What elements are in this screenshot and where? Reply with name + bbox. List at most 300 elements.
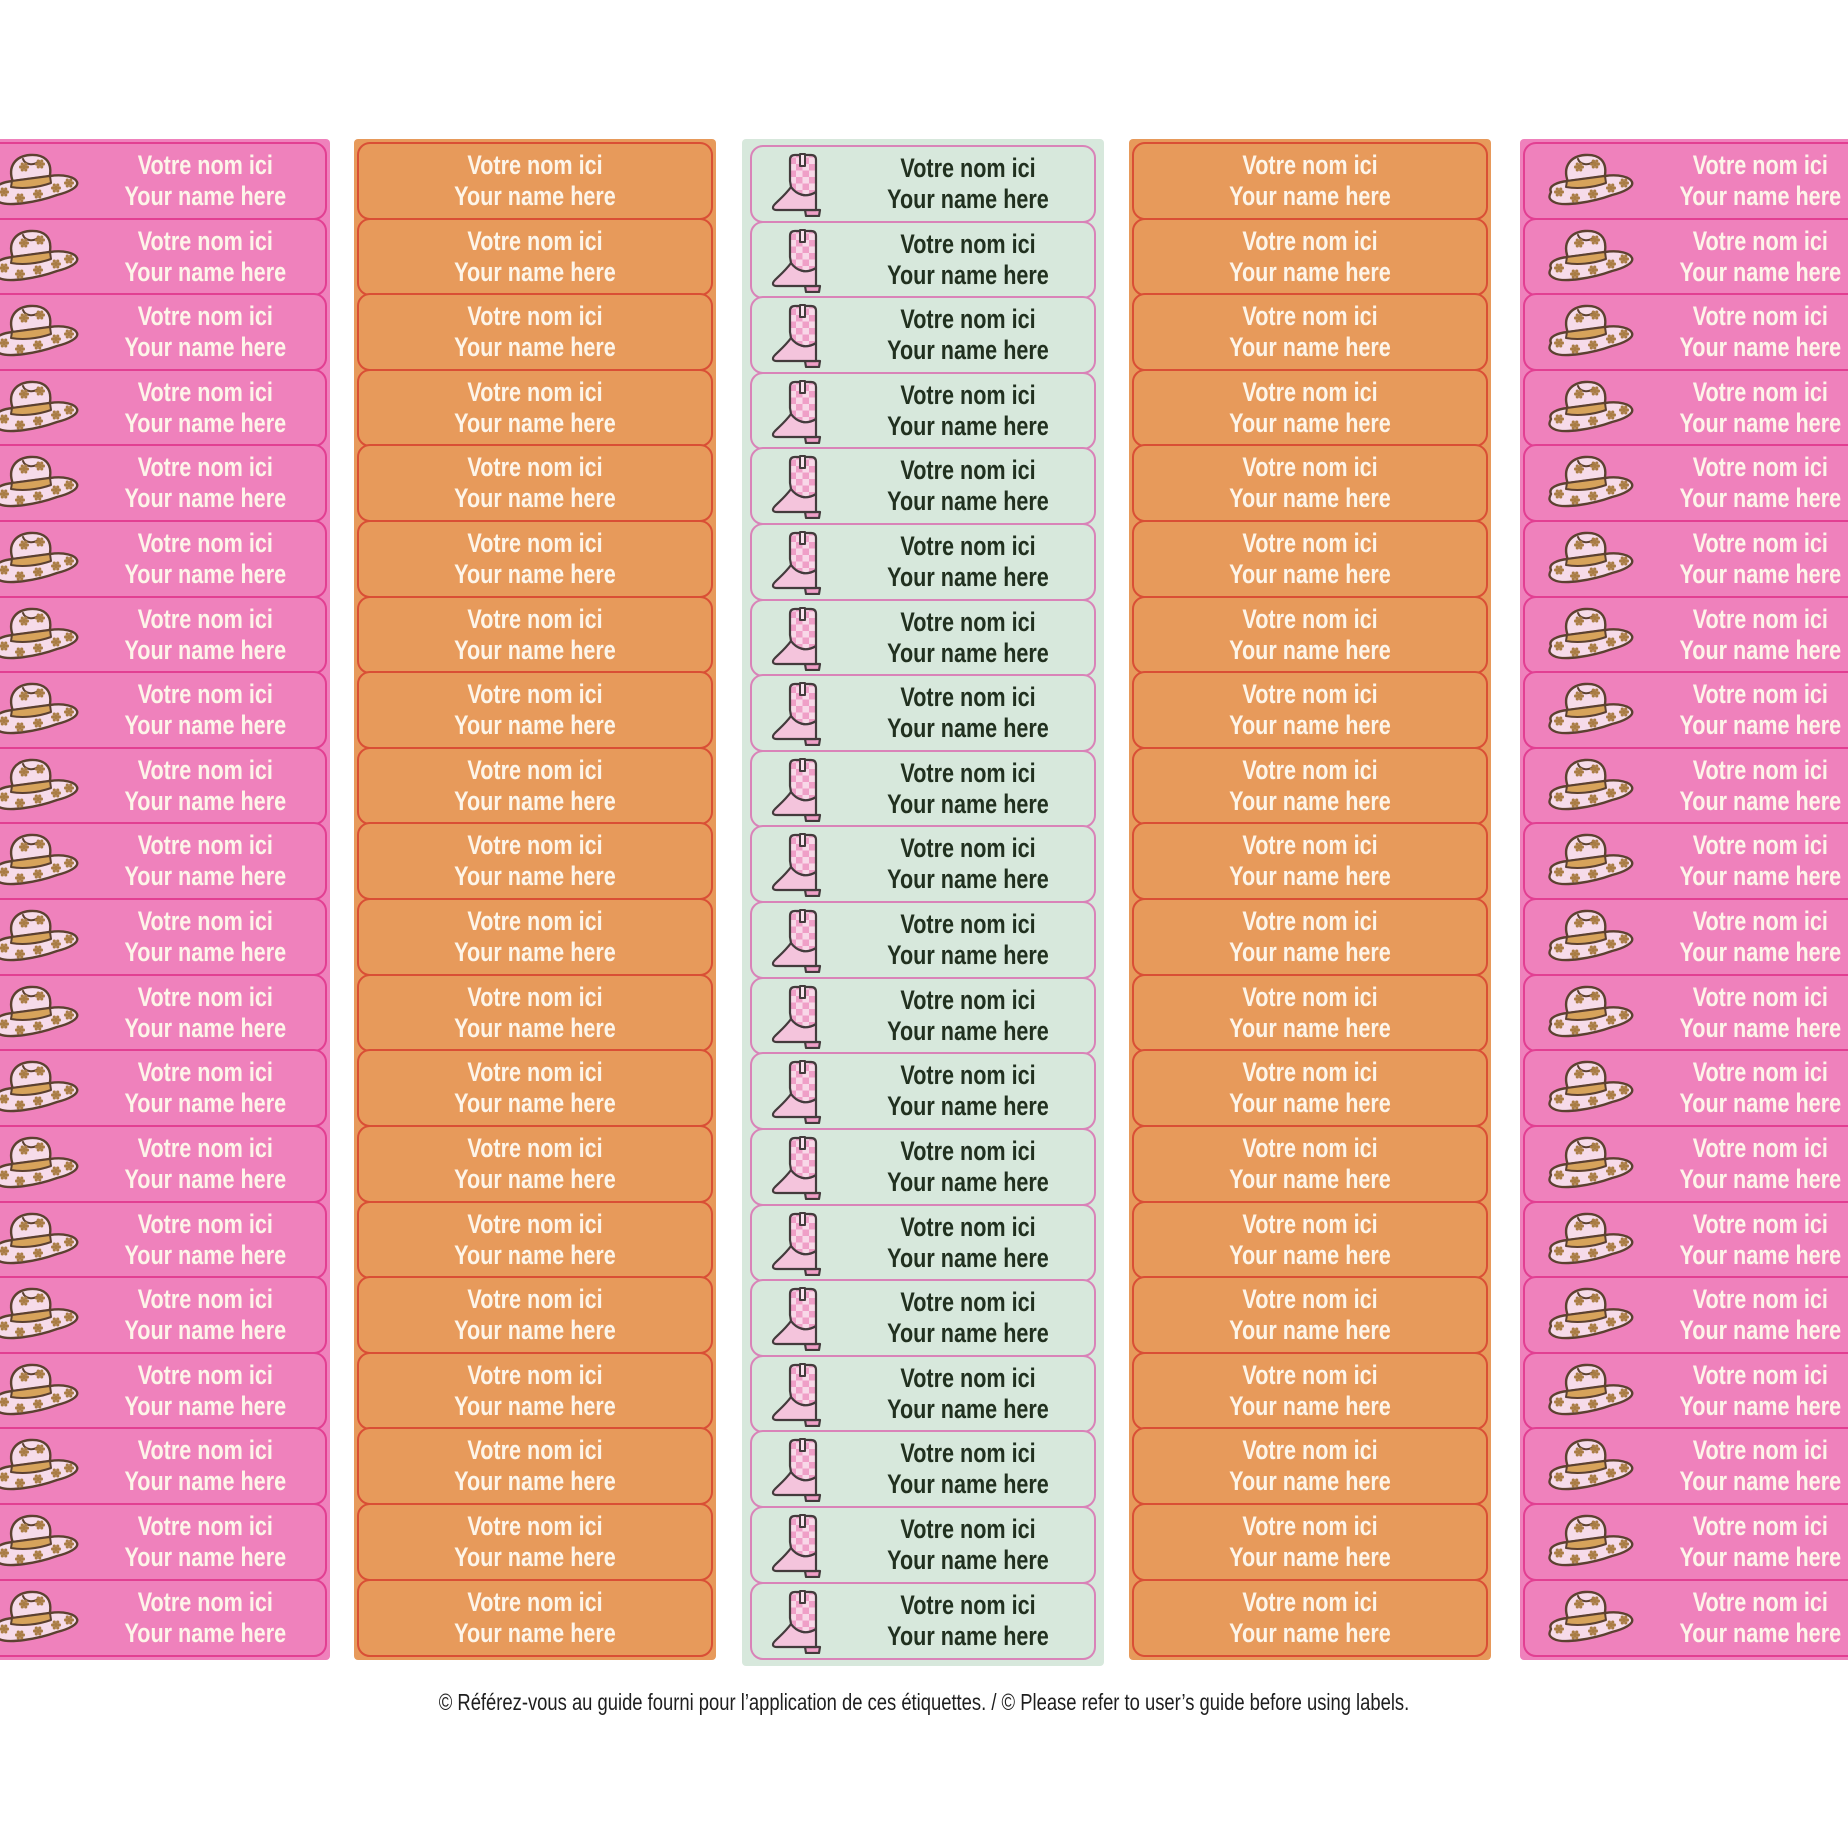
cowboy-hat-icon (1525, 151, 1655, 211)
label-line-en: Your name here (887, 1166, 1049, 1197)
label-placeholder-text (123, 452, 303, 514)
label-line-fr: Votre nom ici (900, 757, 1036, 788)
label-placeholder-text (123, 1209, 303, 1271)
name-label (1132, 1201, 1488, 1279)
name-label (1523, 1049, 1848, 1127)
cowboy-hat-icon (1525, 680, 1655, 740)
cowboy-hat-icon (1525, 1436, 1655, 1496)
name-label (1132, 1352, 1488, 1430)
label-placeholder-text (123, 1133, 303, 1195)
cowboy-hat-icon (0, 680, 100, 740)
label-column-1 (0, 139, 330, 1660)
name-label (357, 218, 713, 296)
name-label (750, 1430, 1096, 1508)
label-placeholder-text (123, 226, 303, 288)
cowboy-hat-icon (1525, 378, 1655, 438)
label-line-fr: Votre nom ici (137, 1586, 273, 1617)
label-line-fr: Votre nom ici (467, 754, 603, 785)
label-placeholder-text (394, 755, 676, 817)
name-label (750, 1582, 1096, 1660)
label-line-fr: Votre nom ici (1242, 225, 1378, 256)
label-placeholder-text (1678, 1587, 1848, 1649)
label-placeholder-text (867, 455, 1069, 517)
label-line-fr: Votre nom ici (467, 528, 603, 559)
label-placeholder-text (1169, 226, 1451, 288)
cowboy-hat-icon (0, 378, 100, 438)
label-placeholder-text (867, 1060, 1069, 1122)
label-placeholder-text (1678, 301, 1848, 363)
name-label (0, 898, 327, 976)
label-line-fr: Votre nom ici (900, 984, 1036, 1015)
label-placeholder-text (123, 1284, 303, 1346)
label-placeholder-text (867, 833, 1069, 895)
name-label (750, 447, 1096, 525)
label-placeholder-text (1169, 301, 1451, 363)
label-line-fr: Votre nom ici (467, 150, 603, 180)
label-line-en: Your name here (454, 937, 616, 968)
label-placeholder-text (867, 682, 1069, 744)
label-line-en: Your name here (454, 1466, 616, 1497)
label-line-en: Your name here (1229, 1617, 1391, 1648)
name-label (357, 671, 713, 749)
name-label (357, 1276, 713, 1354)
label-line-fr: Votre nom ici (900, 606, 1036, 637)
cowboy-hat-icon (0, 907, 100, 967)
label-line-en: Your name here (1679, 256, 1842, 287)
label-line-en: Your name here (1679, 1239, 1842, 1270)
label-placeholder-text (394, 226, 676, 288)
label-line-fr: Votre nom ici (467, 603, 603, 634)
label-placeholder-text (123, 755, 303, 817)
name-label (1523, 822, 1848, 900)
label-placeholder-text (867, 1287, 1069, 1349)
cowboy-hat-icon (0, 983, 100, 1043)
label-placeholder-text (394, 528, 676, 590)
label-line-en: Your name here (1679, 1541, 1842, 1572)
label-placeholder-text (867, 229, 1069, 291)
name-label (357, 1125, 713, 1203)
label-line-fr: Votre nom ici (1692, 754, 1828, 785)
label-line-en: Your name here (1229, 1466, 1391, 1497)
label-placeholder-text (1678, 1511, 1848, 1573)
label-placeholder-text (867, 1212, 1069, 1274)
cowboy-boot-icon (752, 1285, 842, 1351)
label-placeholder-text (123, 377, 303, 439)
label-placeholder-text (1678, 1284, 1848, 1346)
label-placeholder-text (123, 1511, 303, 1573)
label-line-en: Your name here (454, 1239, 616, 1270)
label-placeholder-text (1169, 830, 1451, 892)
name-label (357, 747, 713, 825)
label-line-en: Your name here (1679, 407, 1842, 438)
label-line-en: Your name here (1679, 483, 1842, 514)
cowboy-boot-icon (752, 378, 842, 444)
label-line-en: Your name here (1229, 332, 1391, 363)
label-line-en: Your name here (887, 259, 1049, 290)
label-line-en: Your name here (124, 1617, 287, 1648)
label-line-en: Your name here (1229, 1315, 1391, 1346)
label-line-fr: Votre nom ici (467, 1208, 603, 1239)
cowboy-hat-icon (0, 605, 100, 665)
label-line-fr: Votre nom ici (137, 1208, 273, 1239)
label-line-en: Your name here (887, 1015, 1049, 1046)
label-line-fr: Votre nom ici (137, 225, 273, 256)
cowboy-hat-icon (0, 1210, 100, 1270)
label-line-en: Your name here (454, 332, 616, 363)
label-placeholder-text (1169, 150, 1451, 212)
label-line-fr: Votre nom ici (1242, 754, 1378, 785)
label-placeholder-text (394, 1360, 676, 1422)
name-label (1132, 1579, 1488, 1657)
label-line-en: Your name here (1229, 937, 1391, 968)
name-label (0, 142, 327, 220)
label-placeholder-text (1169, 604, 1451, 666)
label-placeholder-text (394, 452, 676, 514)
label-line-fr: Votre nom ici (1692, 1057, 1828, 1088)
name-label (1132, 898, 1488, 976)
label-line-en: Your name here (1679, 634, 1842, 665)
label-placeholder-text (867, 607, 1069, 669)
cowboy-hat-icon (1525, 1588, 1655, 1648)
label-placeholder-text (867, 985, 1069, 1047)
label-line-fr: Votre nom ici (1692, 376, 1828, 407)
label-placeholder-text (1678, 830, 1848, 892)
label-line-fr: Votre nom ici (467, 1132, 603, 1163)
cowboy-boot-icon (752, 680, 842, 746)
label-placeholder-text (867, 1590, 1069, 1652)
label-placeholder-text (394, 150, 676, 212)
name-label (750, 1128, 1096, 1206)
label-line-fr: Votre nom ici (137, 301, 273, 332)
name-label (1132, 1427, 1488, 1505)
cowboy-hat-icon (1525, 453, 1655, 513)
label-placeholder-text (1678, 604, 1848, 666)
name-label (0, 293, 327, 371)
cowboy-hat-icon (1525, 1361, 1655, 1421)
label-line-fr: Votre nom ici (1692, 1284, 1828, 1315)
label-line-fr: Votre nom ici (1692, 301, 1828, 332)
label-line-en: Your name here (1679, 785, 1842, 816)
label-placeholder-text (867, 1136, 1069, 1198)
cowboy-hat-icon (1525, 302, 1655, 362)
name-label (1132, 520, 1488, 598)
label-line-en: Your name here (454, 1012, 616, 1043)
label-line-en: Your name here (454, 1088, 616, 1119)
label-line-fr: Votre nom ici (900, 833, 1036, 864)
name-label (1132, 822, 1488, 900)
cowboy-hat-icon (0, 756, 100, 816)
name-label (0, 1125, 327, 1203)
label-line-fr: Votre nom ici (137, 603, 273, 634)
name-label (1132, 218, 1488, 296)
label-line-en: Your name here (124, 1239, 287, 1270)
name-label (0, 671, 327, 749)
label-line-en: Your name here (1229, 1239, 1391, 1270)
label-placeholder-text (394, 301, 676, 363)
name-label (750, 1506, 1096, 1584)
label-line-fr: Votre nom ici (137, 679, 273, 710)
name-label (750, 599, 1096, 677)
label-line-fr: Votre nom ici (900, 304, 1036, 335)
label-placeholder-text (394, 1057, 676, 1119)
name-label (357, 520, 713, 598)
cowboy-hat-icon (0, 1588, 100, 1648)
label-placeholder-text (867, 758, 1069, 820)
label-line-fr: Votre nom ici (1692, 603, 1828, 634)
cowboy-hat-icon (1525, 1058, 1655, 1118)
label-placeholder-text (123, 1057, 303, 1119)
label-placeholder-text (867, 304, 1069, 366)
label-placeholder-text (1678, 150, 1848, 212)
name-label (0, 369, 327, 447)
name-label (0, 1276, 327, 1354)
cowboy-hat-icon (1525, 1134, 1655, 1194)
name-label (357, 369, 713, 447)
label-line-en: Your name here (1229, 181, 1391, 211)
label-line-fr: Votre nom ici (1242, 830, 1378, 861)
name-label (1132, 1049, 1488, 1127)
label-line-fr: Votre nom ici (137, 754, 273, 785)
label-line-fr: Votre nom ici (137, 150, 273, 180)
name-label (750, 977, 1096, 1055)
label-line-fr: Votre nom ici (1242, 528, 1378, 559)
label-line-fr: Votre nom ici (1692, 981, 1828, 1012)
name-label (0, 747, 327, 825)
label-line-en: Your name here (1229, 256, 1391, 287)
label-line-en: Your name here (1229, 785, 1391, 816)
name-label (357, 1427, 713, 1505)
label-line-fr: Votre nom ici (467, 1435, 603, 1466)
label-line-en: Your name here (454, 1390, 616, 1421)
label-line-fr: Votre nom ici (1692, 1510, 1828, 1541)
label-line-en: Your name here (887, 1620, 1049, 1651)
label-line-en: Your name here (454, 483, 616, 514)
label-line-en: Your name here (1229, 407, 1391, 438)
label-line-en: Your name here (1679, 332, 1842, 363)
cowboy-boot-icon (752, 1436, 842, 1502)
name-label (0, 520, 327, 598)
label-line-en: Your name here (1679, 1088, 1842, 1119)
label-placeholder-text (867, 153, 1069, 215)
label-line-fr: Votre nom ici (467, 830, 603, 861)
label-line-en: Your name here (1229, 1163, 1391, 1194)
label-line-fr: Votre nom ici (137, 1435, 273, 1466)
label-line-en: Your name here (887, 1091, 1049, 1122)
label-line-en: Your name here (124, 181, 287, 211)
label-line-en: Your name here (124, 483, 287, 514)
label-line-en: Your name here (887, 637, 1049, 668)
name-label (1523, 444, 1848, 522)
label-placeholder-text (394, 1511, 676, 1573)
usage-instructions: © Référez-vous au guide fourni pour l’application de ces étiquettes. / © Please refer to user’s guide before using labels. (438, 1689, 1410, 1715)
name-label (1132, 444, 1488, 522)
name-label (1523, 596, 1848, 674)
name-label (357, 142, 713, 220)
label-line-en: Your name here (887, 713, 1049, 744)
label-placeholder-text (867, 1363, 1069, 1425)
cowboy-boot-icon (752, 756, 842, 822)
label-line-en: Your name here (887, 940, 1049, 971)
label-placeholder-text (1169, 1360, 1451, 1422)
label-line-fr: Votre nom ici (1242, 1057, 1378, 1088)
label-line-fr: Votre nom ici (900, 228, 1036, 259)
label-line-fr: Votre nom ici (900, 1589, 1036, 1620)
label-line-fr: Votre nom ici (1242, 1132, 1378, 1163)
label-line-fr: Votre nom ici (1242, 376, 1378, 407)
label-placeholder-text (394, 1284, 676, 1346)
label-line-fr: Votre nom ici (900, 1438, 1036, 1469)
cowboy-boot-icon (752, 151, 842, 217)
name-label (1523, 974, 1848, 1052)
label-line-fr: Votre nom ici (1242, 1586, 1378, 1617)
name-label (750, 1052, 1096, 1130)
label-placeholder-text (867, 380, 1069, 442)
label-line-fr: Votre nom ici (1692, 225, 1828, 256)
label-line-fr: Votre nom ici (1692, 150, 1828, 180)
label-placeholder-text (394, 906, 676, 968)
name-label (1523, 293, 1848, 371)
label-line-fr: Votre nom ici (900, 1135, 1036, 1166)
name-label (1132, 1125, 1488, 1203)
cowboy-boot-icon (752, 1512, 842, 1578)
label-line-en: Your name here (1229, 710, 1391, 741)
label-line-fr: Votre nom ici (467, 452, 603, 483)
label-line-en: Your name here (454, 861, 616, 892)
label-line-fr: Votre nom ici (467, 1057, 603, 1088)
label-line-en: Your name here (1679, 1163, 1842, 1194)
label-line-fr: Votre nom ici (900, 379, 1036, 410)
name-label (0, 1049, 327, 1127)
label-placeholder-text (1678, 679, 1848, 741)
cowboy-boot-icon (752, 907, 842, 973)
label-line-fr: Votre nom ici (1692, 830, 1828, 861)
name-label (357, 974, 713, 1052)
name-label (1523, 1276, 1848, 1354)
name-label (0, 1503, 327, 1581)
label-line-en: Your name here (1229, 1088, 1391, 1119)
label-line-fr: Votre nom ici (1242, 981, 1378, 1012)
label-placeholder-text (1678, 1209, 1848, 1271)
label-placeholder-text (1678, 1360, 1848, 1422)
label-placeholder-text (1169, 452, 1451, 514)
label-placeholder-text (123, 528, 303, 590)
label-line-en: Your name here (454, 1315, 616, 1346)
label-line-en: Your name here (1229, 1390, 1391, 1421)
label-line-fr: Votre nom ici (1242, 1208, 1378, 1239)
label-line-en: Your name here (454, 407, 616, 438)
cowboy-hat-icon (0, 1512, 100, 1572)
label-placeholder-text (1169, 1209, 1451, 1271)
name-label (0, 218, 327, 296)
label-line-fr: Votre nom ici (1692, 1208, 1828, 1239)
label-line-fr: Votre nom ici (1692, 1586, 1828, 1617)
label-line-en: Your name here (887, 335, 1049, 366)
name-label (750, 1204, 1096, 1282)
label-placeholder-text (1169, 1057, 1451, 1119)
label-line-fr: Votre nom ici (1242, 1435, 1378, 1466)
cowboy-hat-icon (1525, 227, 1655, 287)
label-line-en: Your name here (454, 1617, 616, 1648)
cowboy-hat-icon (1525, 605, 1655, 665)
cowboy-hat-icon (0, 1134, 100, 1194)
label-line-fr: Votre nom ici (137, 830, 273, 861)
name-label (0, 444, 327, 522)
label-line-en: Your name here (887, 1469, 1049, 1500)
label-line-fr: Votre nom ici (900, 909, 1036, 940)
cowboy-hat-icon (1525, 529, 1655, 589)
label-line-fr: Votre nom ici (137, 528, 273, 559)
label-placeholder-text (867, 531, 1069, 593)
cowboy-boot-icon (752, 1210, 842, 1276)
label-placeholder-text (394, 1133, 676, 1195)
name-label (0, 1352, 327, 1430)
name-label (750, 523, 1096, 601)
name-label (357, 1352, 713, 1430)
label-line-fr: Votre nom ici (467, 225, 603, 256)
cowboy-hat-icon (0, 1361, 100, 1421)
label-placeholder-text (867, 1514, 1069, 1576)
label-placeholder-text (1169, 679, 1451, 741)
label-line-fr: Votre nom ici (137, 906, 273, 937)
label-line-fr: Votre nom ici (1242, 603, 1378, 634)
name-label (750, 825, 1096, 903)
name-label (1132, 1276, 1488, 1354)
name-label (1523, 747, 1848, 825)
cowboy-hat-icon (1525, 1210, 1655, 1270)
label-line-en: Your name here (887, 1393, 1049, 1424)
label-placeholder-text (1169, 1133, 1451, 1195)
label-line-fr: Votre nom ici (467, 1359, 603, 1390)
label-line-en: Your name here (1679, 861, 1842, 892)
label-line-fr: Votre nom ici (467, 1510, 603, 1541)
label-line-fr: Votre nom ici (1242, 452, 1378, 483)
label-line-fr: Votre nom ici (1692, 1435, 1828, 1466)
label-placeholder-text (1678, 982, 1848, 1044)
label-line-en: Your name here (1679, 1617, 1842, 1648)
cowboy-boot-icon (752, 227, 842, 293)
label-line-en: Your name here (124, 710, 287, 741)
name-label (1523, 520, 1848, 598)
label-line-en: Your name here (124, 407, 287, 438)
label-line-fr: Votre nom ici (1242, 906, 1378, 937)
label-placeholder-text (394, 830, 676, 892)
name-label (357, 822, 713, 900)
name-label (0, 1579, 327, 1657)
label-placeholder-text (123, 604, 303, 666)
label-line-en: Your name here (124, 256, 287, 287)
label-placeholder-text (123, 301, 303, 363)
cowboy-boot-icon (752, 529, 842, 595)
label-line-fr: Votre nom ici (467, 906, 603, 937)
name-label (1132, 596, 1488, 674)
label-line-fr: Votre nom ici (467, 679, 603, 710)
label-line-fr: Votre nom ici (1242, 301, 1378, 332)
label-line-fr: Votre nom ici (1692, 906, 1828, 937)
label-line-fr: Votre nom ici (467, 376, 603, 407)
cowboy-boot-icon (752, 453, 842, 519)
name-label (750, 1279, 1096, 1357)
cowboy-hat-icon (1525, 1285, 1655, 1345)
label-placeholder-text (394, 679, 676, 741)
cowboy-hat-icon (0, 1285, 100, 1345)
name-label (1523, 142, 1848, 220)
label-line-en: Your name here (1679, 1315, 1842, 1346)
cowboy-boot-icon (752, 983, 842, 1049)
name-label (1132, 1503, 1488, 1581)
label-placeholder-text (123, 1360, 303, 1422)
label-placeholder-text (123, 150, 303, 212)
label-line-fr: Votre nom ici (1692, 528, 1828, 559)
